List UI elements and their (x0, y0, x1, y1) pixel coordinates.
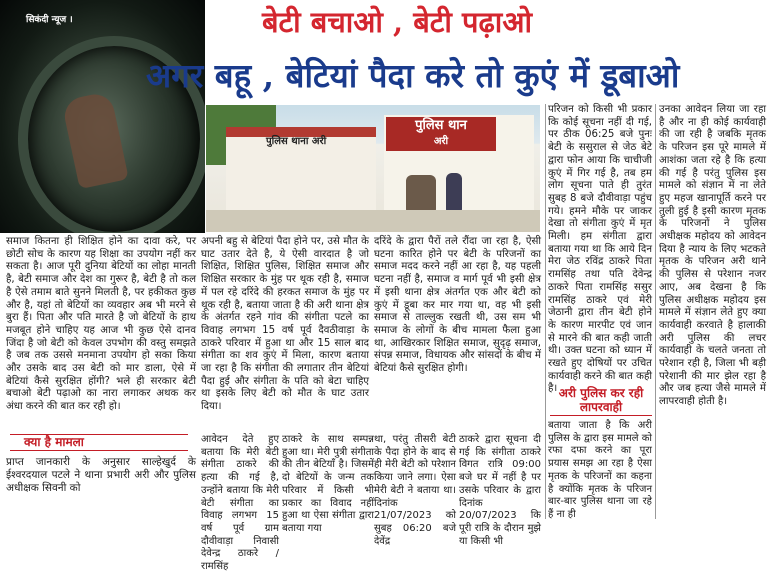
section-heading-case: क्या है मामला (10, 434, 188, 451)
article-lower-6: बताया जाता है कि अरी पुलिस के द्वारा इस मामले को रफा दफा करने का पूरा प्रयास समझ आ रहा है ऐसा मृतक के परिजनों का कहना है क्योंकि मृतक के परिजन बार-बार पुलिस थाना जा रहे हैं ना ही (548, 420, 652, 520)
police-station-photo (206, 105, 540, 232)
section-heading-negligence: अरी पुलिस कर रही लापरवाही (550, 386, 652, 416)
station-sign-right-bottom: अरी (433, 136, 449, 147)
article-lower-3: ठाकरे के साथ सम्पन्न हुआ था। मेरी पुत्री संगीता की तीन बेटियाँ है। जिसमें दो बेटियों के जन्म तक परिवार में किसी भी प्रकार का विवाद नहीं हुआ था ऐसा संगीता द्वारा बताया गया (282, 434, 374, 534)
article-lower-4: था, परंतु तीसरी बेटी के पैदा होने के बाद से ही मेरी बेटी को परेशान किया जाने लगा। ऐसा मेरी बेटी ने बताया था। दिनांक 21/07/2023 को सुबह 06:20 बजे देवेंद्र (374, 434, 456, 547)
article-column-2: अपनी बहु से बेटियां पैदा होने पर, उसे मौत के घाट उतार देते है, ये ऐसी वारदात है जो शिक्षित, शिक्षित पुलिस, शिक्षित समाज और शिक्षित सरकार के मुंह पर थूक रही है, समाज में पल रहे दरिंदे की हरकत समाज के मुंह पर थूक रही है, बताया जाता है की अरी थाना क्षेत्र के अंतर्गत रहने गांव की संगीता पटले का विवाह लगभग 15 वर्ष पूर्व दैवठीवाड़ा के ठाकरे परिवार में हुआ था और 15 साल बाद संगीता का शव कुएं में मिला, कारण बताया जा रहा है कि संगीता की लगातार तीन बेटियां पैदा हुई और संगीता के पति को बेटा चाहिए था इसके लिए बेटी को मौत के घाट उतार दिया। (201, 236, 369, 413)
article-lower-2: आवेदन देते हुए बताया कि मेरी बेटी संगीता ठाकरे की हत्या की गई है, उन्होंने बताया कि मेरी बेटी संगीता का विवाह लगभग 15 वर्ष पूर्व ग्राम दौवीवाड़ा निवासी देवेन्द्र ठाकरे / रामसिंह (201, 434, 279, 573)
headline-primary: बेटी बचाओ , बेटी पढ़ाओ (262, 5, 532, 39)
column-divider (545, 104, 546, 519)
headline-secondary: अगर बहू , बेटियां पैदा करे तो कुएं में डूबाओ (146, 56, 680, 95)
column-divider (655, 104, 656, 519)
article-lower-5: ठाकरे द्वारा सूचना दी गई कि संगीता ठाकरे विगत रात्रि 09:00 बजे घर में नहीं है पर उसके परिवार के द्वारा दिनांक 20/07/2023 कि पूरी रात्रि के दौरान मुझे या किसी भी (459, 434, 541, 547)
well-photo (0, 0, 205, 233)
person (446, 173, 462, 215)
station-sign-right (386, 117, 496, 151)
article-column-right-2: उनका आवेदन लिया जा रहा है और ना ही कोई कार्यवाही की जा रही है जबकि मृतक के परिजन इस पूरे मामले में आशंका जता रहे है कि हत्या की गई है परंतु पुलिस इस मामले को संज्ञान में ना लेते हुए महज खानापूर्ति करने पर तुली हुई है इसी कारण मृतक के परिजनों ने पुलिस अधीक्षक महोदय को आवेदन दिया है न्याय के लिए भटकते मृतक के परिजन अरी थाने की पुलिस से परेशान नजर आए, अब देखना है कि पुलिस अधीक्षक महोदय इस मामले में संज्ञान लेते हुए क्या कार्यवाही करवाते है हालाकी अरी पुलिस की लचर कार्यवाही के चलते जनता तो परेशान रही है, जिला भी बड़ी परेशानी की मार झेल रहा है और जब हत्या जैसे मामले में लापरवाही होती है। (659, 104, 766, 408)
article-column-right-1: परिजन को किसी भी प्रकार कि कोई सूचना नहीं दी गई, पर ठीक 06:25 बजे पुनः बेटी के ससुराल से जेठ बेटे द्वारा फोन आया कि चाचीजी कुएं में गिर गई है, तब हम लोग सूचना पाते ही तुरंत सुबह 8 बजे दौवीवाड़ा पहुंच गये। हमने मौके पर जाकर देखा तो संगीता कुएं में मृत मिली। हम संगीता द्वारा बताया गया था कि आये दिन मेरा जेठ रविंद्र ठाकरे पिता रामसिंह तथा पति देवेन्द्र ठाकरे पिता रामसिंह ससुर रामसिंह ठाकरे एवं मेरी जेठानी द्वारा तीन बेटी होने के कारण मारपीट एवं जान से मारने की बात कही जाती थी। उक्त घटना को ध्यान में रखते हुए दोषियों पर उचित कार्यवाही करने की बात कही है। (548, 104, 652, 395)
article-column-3: दरिंदे के द्वारा पैरों तले रौंदा जा रहा है, ऐसी घटना कारित होने पर बेटी के परिजनों का समाज मदद करने नहीं आ रहा है, यह पहली घटना नहीं है, समाज व मार्ग पूर्व भी इसी क्षेत्र में इसी थाना क्षेत्र अंतर्गत एक और बेटी को कुएं में डूबा कर मार गया था, वह भी इसी समाज से ताल्लुक रखती थी, उस सम भी समाज के लोगों के बीच मामला फैला हुआ था, आखिरकार शिक्षित समाज, सुदृढ़ समाज, संपन्न समाज, विधायक और सांसदों के बीच में बेटियां कैसे सुरक्षित होगी। (374, 236, 541, 375)
ground (206, 210, 540, 232)
station-sign-right-top: पुलिस थान (415, 118, 467, 133)
article-column-1: समाज कितना ही शिक्षित होने का दावा करे, पर छोटी सोच के कारण यह शिक्षा का उपयोग नहीं कर सकता है। आज पूरी दुनिया बेटियों का लोहा मानती है, बेटी समाज और देश का गुरूर है, बेटी है तो कल है ऐसे तमाम बाते सुनने मिलती है, पर हकीकत कुछ और है, यहां तो बेटियों का व्यवहार अब भी मरने से बुरा हैं। पिता और पति मारते है जो बेटियों के हाथ मजबूत होने चाहिए यह आज भी कुछ ऐसे दानव जिंदा है जो बेटी को केवल उपभोग की वस्तु समझते है जब तक उससे मनमाना उपयोग हो सका किया और उसके बाद उस बेटी को मार डाला, ऐसे में बेटियां कैसे सुरक्षित होंगी? भले ही सरकार बेटी बचाओ बेटी पढ़ाओ का नारा लगाकर अथक कर अंधा करने की बात कर रही हो। (6, 236, 196, 413)
person (406, 175, 436, 215)
photo-credit: सिकंदी न्यूज । (26, 15, 73, 25)
station-sign-left: पुलिस थाना अरी (266, 136, 327, 147)
article-lower-1: प्राप्त जानकारी के अनुसार साल्हेखुर्द के ईश्वरदयाल पटले ने थाना प्रभारी अरी और पुलिस अधीक्षक सिवनी को (6, 456, 196, 494)
